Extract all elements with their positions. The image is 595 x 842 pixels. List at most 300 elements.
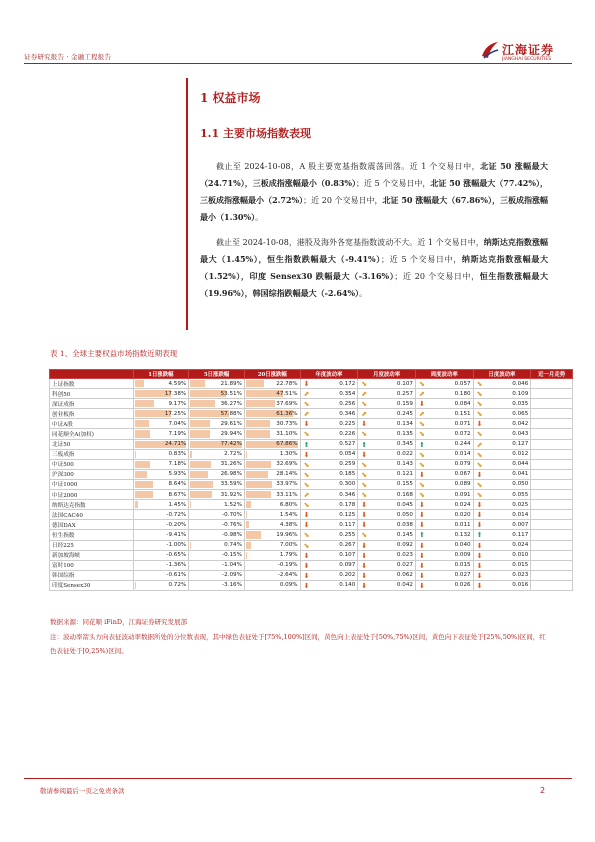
- index-name: 中证500: [50, 459, 134, 469]
- arrow-up-icon: ⬆: [476, 531, 483, 540]
- arrow-down-icon: ⬇: [303, 380, 310, 388]
- return-cell: [244, 399, 300, 409]
- arrow-down-right-icon: ⬊: [418, 480, 425, 489]
- index-name: 新加坡海峡: [50, 550, 134, 560]
- table-row: [50, 560, 573, 570]
- volatility-cell: [358, 510, 416, 520]
- index-name: 深证成指: [50, 399, 134, 409]
- table-row: [50, 399, 573, 409]
- arrow-down-right-icon: ⬊: [303, 541, 310, 550]
- index-name: 科创50: [50, 389, 134, 399]
- return-cell: [133, 479, 189, 489]
- return-value: -9.41%: [166, 531, 187, 538]
- volatility-cell: [358, 560, 416, 570]
- volatility-value: 0.062: [396, 572, 413, 579]
- return-value: 7.00%: [279, 542, 298, 549]
- return-value: 37.69%: [276, 400, 298, 407]
- table-row: [50, 500, 573, 510]
- volatility-value: 0.071: [454, 420, 471, 427]
- volatility-cell: [358, 459, 416, 469]
- paragraph-run: ；近 20 个交易日中，: [303, 196, 383, 205]
- section-accent-bar: [186, 78, 188, 330]
- return-value: 26.98%: [220, 471, 242, 478]
- volatility-cell: [358, 550, 416, 560]
- trend-cell: [531, 409, 573, 419]
- volatility-cell: [415, 409, 473, 419]
- return-cell: [244, 550, 300, 560]
- volatility-cell: [473, 520, 531, 530]
- return-value: 1.45%: [168, 501, 187, 508]
- return-value: 4.38%: [279, 521, 298, 528]
- index-name: 富时100: [50, 560, 134, 570]
- paragraph-run: 恒生指数涨幅最大（19.96%），韩国综指跌幅最大（-2.64%）: [200, 271, 548, 298]
- arrow-down-right-icon: ⬊: [361, 430, 368, 439]
- return-cell: [189, 510, 245, 520]
- volatility-cell: [415, 530, 473, 540]
- arrow-down-right-icon: ⬊: [361, 380, 368, 388]
- return-value: 22.78%: [276, 380, 298, 387]
- return-cell: [189, 469, 245, 479]
- arrow-down-icon: ⬇: [361, 541, 368, 550]
- volatility-value: 0.267: [339, 542, 356, 549]
- volatility-cell: [415, 570, 473, 580]
- volatility-value: 0.180: [454, 390, 471, 397]
- volatility-cell: [300, 409, 358, 419]
- volatility-cell: [300, 469, 358, 479]
- header-report-type: 证券研究报告 · 金融工程报告: [24, 53, 112, 61]
- arrow-down-icon: ⬇: [303, 450, 310, 459]
- volatility-cell: [358, 399, 416, 409]
- volatility-value: 0.143: [396, 461, 413, 468]
- return-value: 6.80%: [279, 501, 298, 508]
- return-cell: [189, 520, 245, 530]
- arrow-up-right-icon: ⬈: [361, 410, 368, 419]
- index-name: 中证2000: [50, 490, 134, 500]
- return-cell: [244, 429, 300, 439]
- return-cell: [133, 459, 189, 469]
- arrow-down-right-icon: ⬊: [418, 420, 425, 429]
- arrow-down-icon: ⬇: [303, 551, 310, 560]
- table-row: [50, 459, 573, 469]
- arrow-down-icon: ⬇: [476, 501, 483, 510]
- return-cell: [189, 570, 245, 580]
- volatility-cell: [473, 379, 531, 389]
- volatility-cell: [473, 449, 531, 459]
- volatility-cell: [473, 429, 531, 439]
- return-cell: [244, 449, 300, 459]
- volatility-cell: [300, 510, 358, 520]
- return-cell: [189, 389, 245, 399]
- return-cell: [189, 449, 245, 459]
- column-header: 5日涨跌幅: [189, 370, 245, 379]
- volatility-value: 0.012: [512, 451, 529, 458]
- volatility-cell: [358, 389, 416, 399]
- paragraph-run: 北证 50 涨幅最大（67.86%），三板成指涨幅最小（1.30%）: [200, 195, 548, 222]
- return-cell: [133, 510, 189, 520]
- arrow-down-icon: ⬇: [303, 420, 310, 429]
- arrow-down-icon: ⬇: [303, 511, 310, 520]
- volatility-cell: [358, 479, 416, 489]
- return-cell: [133, 429, 189, 439]
- return-value: 30.73%: [276, 420, 298, 427]
- volatility-cell: [358, 409, 416, 419]
- return-value: 1.52%: [224, 501, 242, 508]
- return-cell: [189, 379, 245, 389]
- volatility-cell: [300, 389, 358, 399]
- volatility-cell: [300, 439, 358, 449]
- index-name: 印度Sensex30: [50, 580, 134, 590]
- return-value: 53.51%: [220, 390, 242, 397]
- volatility-value: 0.121: [396, 471, 413, 478]
- index-name: 上证指数: [50, 379, 134, 389]
- footer-divider: [24, 778, 572, 779]
- trend-cell: [531, 439, 573, 449]
- trend-cell: [531, 419, 573, 429]
- volatility-cell: [415, 580, 473, 590]
- arrow-down-icon: ⬇: [418, 561, 425, 570]
- trend-cell: [531, 399, 573, 409]
- return-cell: [244, 419, 300, 429]
- volatility-value: 0.354: [339, 390, 356, 397]
- return-cell: [133, 419, 189, 429]
- footer-disclaimer: 敬请参阅最后一页之免责条款: [40, 787, 125, 795]
- arrow-down-icon: ⬇: [361, 581, 368, 590]
- column-header: 日度波动率: [473, 370, 531, 379]
- paragraph-run: 截止至 2024-10-08，港股及海外各宽基指数波动不大。近 1 个交易日中，: [216, 238, 484, 247]
- return-value: -1.04%: [222, 562, 242, 569]
- return-value: -0.76%: [222, 521, 242, 528]
- trend-cell: [531, 580, 573, 590]
- volatility-cell: [473, 500, 531, 510]
- volatility-value: 0.014: [454, 451, 471, 458]
- volatility-cell: [415, 550, 473, 560]
- return-value: -3.16%: [222, 582, 242, 589]
- volatility-value: 0.067: [454, 471, 471, 478]
- volatility-cell: [300, 399, 358, 409]
- return-value: 29.61%: [220, 420, 242, 427]
- logo-name-en: JIANGHAI SECURITIES: [502, 57, 552, 62]
- arrow-down-right-icon: ⬊: [303, 470, 310, 479]
- return-value: 0.74%: [224, 542, 242, 549]
- return-cell: [133, 560, 189, 570]
- arrow-down-right-icon: ⬊: [361, 480, 368, 489]
- volatility-value: 0.015: [512, 562, 529, 569]
- arrow-down-right-icon: ⬊: [418, 380, 425, 388]
- volatility-value: 0.065: [512, 410, 529, 417]
- arrow-down-icon: ⬇: [418, 521, 425, 530]
- arrow-up-right-icon: ⬈: [303, 410, 310, 419]
- arrow-down-icon: ⬇: [303, 581, 310, 590]
- volatility-cell: [415, 459, 473, 469]
- volatility-value: 0.027: [396, 562, 413, 569]
- volatility-value: 0.040: [454, 542, 471, 549]
- table-row: [50, 540, 573, 550]
- arrow-down-icon: ⬇: [418, 571, 425, 580]
- arrow-down-right-icon: ⬊: [303, 480, 310, 489]
- volatility-cell: [473, 469, 531, 479]
- table-header-row: [50, 370, 573, 379]
- trend-cell: [531, 379, 573, 389]
- return-value: -0.98%: [222, 531, 242, 538]
- table-row: [50, 510, 573, 520]
- return-cell: [244, 530, 300, 540]
- volatility-cell: [358, 419, 416, 429]
- trend-cell: [531, 500, 573, 510]
- table-row: [50, 439, 573, 449]
- return-cell: [133, 500, 189, 510]
- volatility-value: 0.202: [339, 572, 356, 579]
- return-cell: [133, 570, 189, 580]
- section-heading: 1 权益市场: [200, 91, 261, 105]
- return-cell: [244, 490, 300, 500]
- volatility-value: 0.300: [339, 481, 356, 488]
- arrow-up-icon: ⬆: [361, 440, 368, 449]
- volatility-cell: [300, 560, 358, 570]
- index-name: 同花顺全A(加权): [50, 429, 134, 439]
- volatility-value: 0.015: [454, 562, 471, 569]
- return-cell: [244, 379, 300, 389]
- volatility-value: 0.244: [454, 441, 471, 448]
- table-row: [50, 419, 573, 429]
- arrow-down-icon: ⬇: [303, 571, 310, 580]
- return-value: 77.42%: [220, 441, 242, 448]
- arrow-down-icon: ⬇: [476, 511, 483, 520]
- return-value: -2.09%: [222, 572, 242, 579]
- arrow-up-icon: ⬆: [418, 440, 425, 449]
- arrow-up-icon: ⬆: [418, 531, 425, 540]
- volatility-value: 0.043: [512, 431, 529, 438]
- arrow-down-icon: ⬇: [361, 450, 368, 459]
- return-value: 57.88%: [220, 410, 242, 417]
- arrow-down-icon: ⬇: [361, 511, 368, 520]
- table-row: [50, 550, 573, 560]
- volatility-cell: [473, 439, 531, 449]
- volatility-cell: [415, 479, 473, 489]
- volatility-cell: [358, 490, 416, 500]
- volatility-value: 0.035: [512, 400, 529, 407]
- return-cell: [244, 479, 300, 489]
- volatility-cell: [300, 449, 358, 459]
- trend-cell: [531, 479, 573, 489]
- return-cell: [133, 520, 189, 530]
- return-cell: [189, 409, 245, 419]
- return-value: 24.71%: [164, 441, 187, 448]
- paragraph-run: 北证 50 涨幅最大（77.42%），三板成指涨幅最小（2.72%）: [200, 178, 548, 205]
- table-row: [50, 389, 573, 399]
- return-cell: [189, 479, 245, 489]
- return-cell: [244, 469, 300, 479]
- return-cell: [133, 469, 189, 479]
- return-value: 17.25%: [164, 410, 187, 417]
- return-cell: [189, 560, 245, 570]
- return-cell: [244, 389, 300, 399]
- column-header: 年度波动率: [300, 370, 358, 379]
- volatility-cell: [358, 540, 416, 550]
- volatility-value: 0.041: [512, 471, 529, 478]
- volatility-value: 0.042: [396, 582, 413, 589]
- return-cell: [133, 490, 189, 500]
- volatility-value: 0.042: [512, 420, 529, 427]
- volatility-cell: [300, 479, 358, 489]
- return-value: 4.59%: [168, 380, 187, 387]
- trend-cell: [531, 429, 573, 439]
- volatility-cell: [300, 459, 358, 469]
- volatility-cell: [300, 580, 358, 590]
- arrow-down-icon: ⬇: [303, 521, 310, 530]
- return-value: 0.72%: [168, 582, 187, 589]
- table-row: [50, 490, 573, 500]
- return-value: -0.15%: [222, 552, 242, 559]
- volatility-value: 0.172: [339, 380, 356, 387]
- volatility-value: 0.079: [454, 461, 471, 468]
- column-header: 20日涨跌幅: [244, 370, 300, 379]
- return-cell: [189, 530, 245, 540]
- arrow-down-icon: ⬇: [476, 541, 483, 550]
- volatility-cell: [358, 469, 416, 479]
- volatility-cell: [300, 490, 358, 500]
- arrow-down-icon: ⬇: [361, 521, 368, 530]
- volatility-cell: [300, 550, 358, 560]
- trend-cell: [531, 490, 573, 500]
- arrow-down-right-icon: ⬊: [476, 400, 483, 409]
- return-cell: [133, 379, 189, 389]
- return-cell: [244, 580, 300, 590]
- arrow-down-icon: ⬇: [361, 551, 368, 560]
- trend-cell: [531, 540, 573, 550]
- column-header: 近一月走势: [531, 370, 573, 379]
- volatility-value: 0.168: [396, 491, 413, 498]
- return-value: 19.96%: [276, 531, 298, 538]
- volatility-cell: [415, 389, 473, 399]
- return-value: 67.86%: [276, 441, 298, 448]
- return-value: -0.72%: [166, 511, 187, 518]
- data-source: 数据来源：同花顺 iFinD，江海证券研究发展部: [50, 618, 188, 626]
- index-name: 三板成指: [50, 449, 134, 459]
- volatility-value: 0.117: [512, 531, 529, 538]
- arrow-down-right-icon: ⬊: [361, 491, 368, 500]
- volatility-value: 0.346: [339, 410, 356, 417]
- trend-cell: [531, 530, 573, 540]
- return-cell: [189, 439, 245, 449]
- return-cell: [244, 439, 300, 449]
- volatility-value: 0.084: [454, 400, 471, 407]
- return-cell: [133, 449, 189, 459]
- arrow-down-right-icon: ⬊: [476, 390, 483, 399]
- subsection-heading: 1.1 主要市场指数表现: [200, 127, 311, 140]
- return-cell: [189, 500, 245, 510]
- arrow-down-icon: ⬇: [361, 420, 368, 429]
- index-name: 法国CAC40: [50, 510, 134, 520]
- volatility-value: 0.011: [454, 521, 471, 528]
- volatility-cell: [358, 520, 416, 530]
- arrow-down-icon: ⬇: [418, 501, 425, 510]
- arrow-down-icon: ⬇: [476, 521, 483, 530]
- paragraph-run: 纳斯达克指数涨幅最大（1.52%），印度 Sensex30 跌幅最大（-3.16%）: [200, 254, 548, 281]
- arrow-up-icon: ⬆: [303, 440, 310, 449]
- volatility-cell: [473, 409, 531, 419]
- volatility-value: 0.257: [396, 390, 413, 397]
- volatility-value: 0.023: [396, 552, 413, 559]
- return-value: -0.19%: [277, 562, 298, 569]
- index-name: 日经225: [50, 540, 134, 550]
- logo-name-cn: 江海证券: [502, 43, 555, 57]
- volatility-value: 0.178: [339, 501, 356, 508]
- return-value: 31.10%: [276, 431, 298, 438]
- volatility-cell: [358, 439, 416, 449]
- return-cell: [244, 540, 300, 550]
- return-cell: [244, 570, 300, 580]
- arrow-down-icon: ⬇: [303, 561, 310, 570]
- return-value: 7.04%: [168, 420, 187, 427]
- return-value: 21.89%: [220, 380, 242, 387]
- volatility-cell: [473, 580, 531, 590]
- volatility-cell: [300, 520, 358, 530]
- volatility-value: 0.026: [454, 582, 471, 589]
- volatility-cell: [415, 469, 473, 479]
- volatility-value: 0.055: [512, 491, 529, 498]
- return-value: -1.00%: [166, 542, 187, 549]
- return-value: 7.18%: [168, 461, 187, 468]
- trend-cell: [531, 570, 573, 580]
- volatility-cell: [473, 560, 531, 570]
- column-header: 月度波动率: [358, 370, 416, 379]
- paragraph-run: 。: [359, 289, 368, 298]
- return-cell: [189, 429, 245, 439]
- volatility-cell: [473, 570, 531, 580]
- volatility-value: 0.027: [454, 572, 471, 579]
- volatility-cell: [358, 429, 416, 439]
- volatility-value: 0.020: [454, 511, 471, 518]
- paragraph-run: 。: [255, 213, 264, 222]
- return-value: 8.67%: [168, 491, 187, 498]
- return-value: -0.20%: [166, 521, 187, 528]
- table-title: 表 1、全球主要权益市场指数近期表现: [50, 349, 178, 358]
- table-row: [50, 479, 573, 489]
- volatility-value: 0.155: [396, 481, 413, 488]
- paragraph-a-share: [200, 158, 548, 226]
- volatility-value: 0.140: [339, 582, 356, 589]
- arrow-down-icon: ⬇: [418, 581, 425, 590]
- return-value: 1.54%: [279, 511, 298, 518]
- volatility-value: 0.256: [339, 400, 356, 407]
- paragraph-run: 截止至 2024-10-08，A 股主要宽基指数震荡回落。近 1 个交易日中，: [216, 162, 481, 171]
- volatility-value: 0.255: [339, 531, 356, 538]
- volatility-cell: [415, 510, 473, 520]
- volatility-value: 0.050: [512, 481, 529, 488]
- volatility-cell: [300, 540, 358, 550]
- arrow-down-right-icon: ⬊: [361, 531, 368, 540]
- volatility-cell: [358, 580, 416, 590]
- arrow-down-right-icon: ⬊: [476, 450, 483, 459]
- return-value: -0.70%: [222, 511, 242, 518]
- volatility-cell: [300, 530, 358, 540]
- volatility-value: 0.117: [339, 521, 356, 528]
- trend-cell: [531, 520, 573, 530]
- arrow-down-icon: ⬇: [418, 511, 425, 520]
- volatility-value: 0.046: [512, 380, 529, 387]
- arrow-down-icon: ⬇: [476, 561, 483, 570]
- index-name: 韩国综指: [50, 570, 134, 580]
- header-divider: [24, 63, 572, 64]
- volatility-value: 0.346: [339, 491, 356, 498]
- return-value: 33.97%: [276, 481, 298, 488]
- arrow-up-right-icon: ⬈: [476, 440, 483, 449]
- arrow-down-icon: ⬇: [361, 561, 368, 570]
- column-header: 1日涨跌幅: [133, 370, 189, 379]
- volatility-value: 0.185: [339, 471, 356, 478]
- arrow-down-icon: ⬇: [361, 501, 368, 510]
- paragraph-run: ；近 20 个交易日中，: [394, 272, 480, 281]
